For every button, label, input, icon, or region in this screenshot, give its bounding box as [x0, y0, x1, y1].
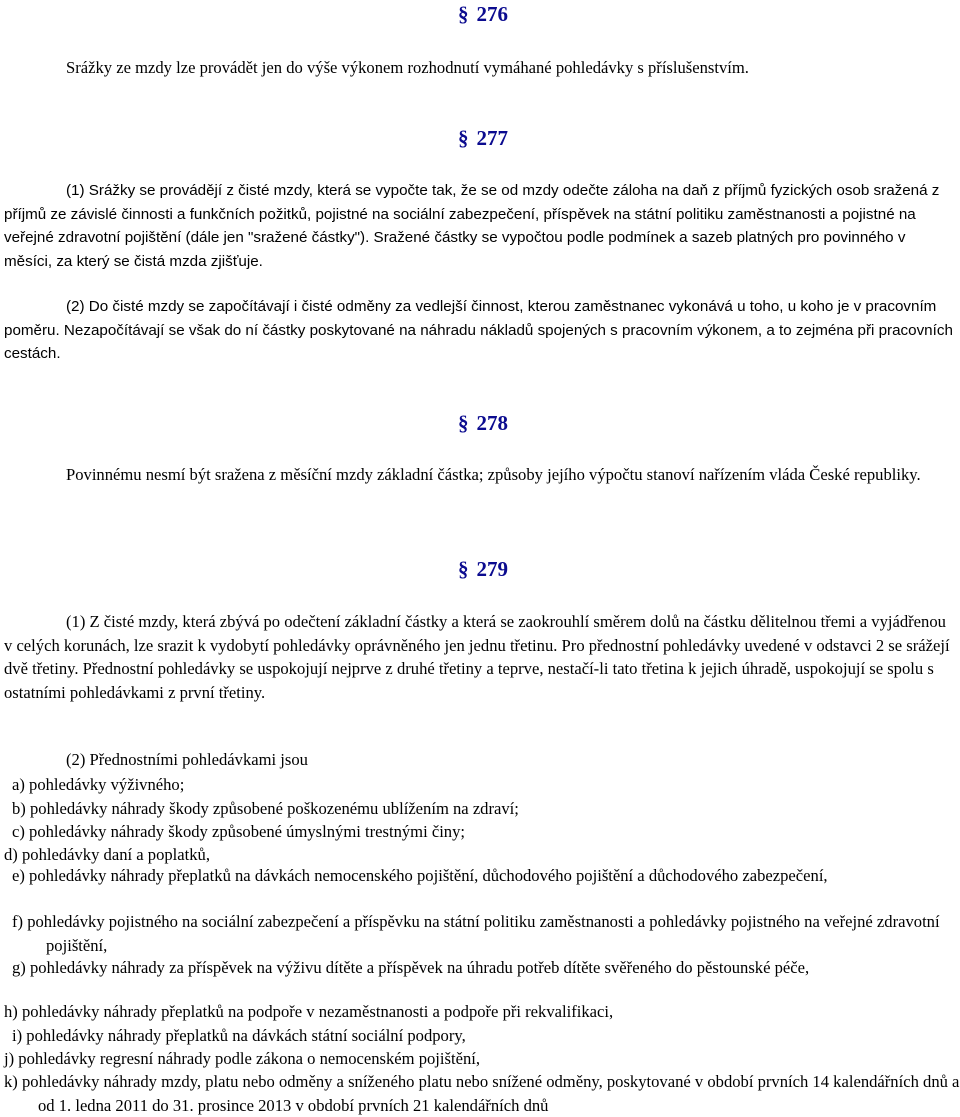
section-heading-277	[458, 125, 508, 151]
paragraph: (1) Z čisté mzdy, která zbývá po odečtení základní částky a která se zaokrouhlí směrem dolů na částku dělitelnou třemi a vyjádřenou v celých korunách, lze srazit k vydobytí pohledávky oprávněného jen jednu třetinu. Pro přednostní pohledávky uvedené v odstavci 2 se srážejí dvě třetiny. Přednostní pohledávky se uspokojují nejprve z druhé třetiny a teprve, nestačí-li tato třetina k jejich úhradě, uspokojují se spolu s ostatními pohledávkami z první třetiny.	[4, 612, 950, 702]
list-item: b) pohledávky náhrady škody způsobené poškozenému ublížením na zdraví;	[12, 799, 519, 818]
paragraph: (2) Do čisté mzdy se započítávají i čisté odměny za vedlejší činnost, kterou zaměstnanec vykonává u toho, u koho je v pracovním poměru. Nezapočítávají se však do ní částky poskytované na náhradu nákladů spojených s pracovním výkonem, a to zejména při pracovních cestách.	[4, 298, 953, 362]
section-heading-276	[458, 1, 508, 27]
section-number: 277	[476, 126, 508, 150]
section-number: 276	[476, 2, 508, 26]
section-heading-278	[458, 410, 508, 436]
section-number: 279	[476, 557, 508, 581]
section-symbol: §	[458, 2, 469, 26]
list-item: h) pohledávky náhrady přeplatků na podpoře v nezaměstnanosti a podpoře při rekvalifikaci,	[4, 1002, 614, 1021]
list-item: a) pohledávky výživného;	[12, 775, 185, 794]
list-item: c) pohledávky náhrady škody způsobené úmyslnými trestnými činy;	[12, 822, 466, 841]
section-number: 278	[476, 411, 508, 435]
section-symbol: §	[458, 557, 469, 581]
list-item: i) pohledávky náhrady přeplatků na dávkách státní sociální podpory,	[12, 1026, 466, 1045]
list-item: g) pohledávky náhrady za příspěvek na výživu dítěte a příspěvek na úhradu potřeb dítěte svěřeného do pěstounské péče,	[12, 958, 810, 977]
list-item: j) pohledávky regresní náhrady podle zákona o nemocenském pojištění,	[4, 1049, 481, 1068]
list-item: f) pohledávky pojistného na sociální zabezpečení a příspěvku na státní politiku zaměstnanosti a pohledávky pojistného na veřejné zdravotní pojištění,	[12, 912, 940, 955]
list-item: e) pohledávky náhrady přeplatků na dávkách nemocenského pojištění, důchodového pojištění a důchodového zabezpečení,	[12, 866, 828, 885]
paragraph: (2) Přednostními pohledávkami jsou	[66, 750, 308, 769]
paragraph: (1) Srážky se provádějí z čisté mzdy, která se vypočte tak, že se od mzdy odečte záloha na daň z příjmů fyzických osob sražená z příjmů ze závislé činnosti a funkčních požitků, pojistné na sociální zabezpečení, příspěvek na státní politiku zaměstnanosti a pojistné na veřejné zdravotní pojištění (dále jen "sražené částky"). Sražené částky se vypočtou podle podmínek a sazeb platných pro povinného v měsíci, za který se čistá mzda zjišťuje.	[4, 182, 940, 270]
section-heading-279	[458, 556, 508, 582]
list-item: k) pohledávky náhrady mzdy, platu nebo odměny a sníženého platu nebo snížené odměny, poskytované v období prvních 14 kalendářních dnů a od 1. ledna 2011 do 31. prosince 2013 v období prvních 21 kalendářních dnů	[4, 1072, 960, 1115]
list-item: d) pohledávky daní a poplatků,	[4, 845, 210, 864]
section-symbol: §	[458, 411, 469, 435]
paragraph: Srážky ze mzdy lze provádět jen do výše výkonem rozhodnutí vymáhané pohledávky s příslušenstvím.	[66, 58, 749, 77]
section-symbol: §	[458, 126, 469, 150]
paragraph: Povinnému nesmí být sražena z měsíční mzdy základní částka; způsoby jejího výpočtu stanoví nařízením vláda České republiky.	[66, 465, 921, 484]
